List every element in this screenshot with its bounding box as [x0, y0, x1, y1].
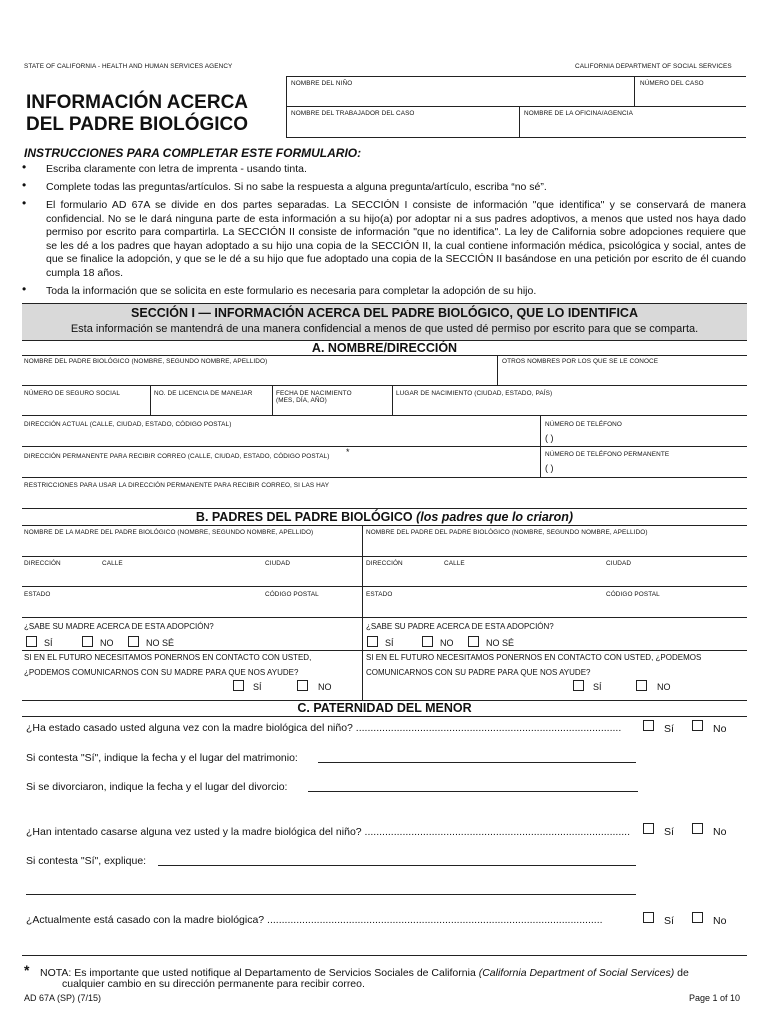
asterisk-marker: *: [346, 447, 350, 457]
mother-knows-no-label: NO: [100, 638, 114, 648]
page-title-line1: INFORMACIÓN ACERCA: [26, 92, 249, 113]
father-knows-dontknow-label: NO SÉ: [486, 638, 515, 648]
mother-knows-dontknow-checkbox[interactable]: [128, 636, 139, 647]
mother-zip-field[interactable]: CÓDIGO POSTAL: [265, 591, 319, 598]
mother-city-field[interactable]: CIUDAD: [265, 560, 291, 567]
phone-field[interactable]: ( ): [545, 433, 554, 443]
mother-address-label: DIRECCIÓN: [24, 560, 61, 567]
father-city-field[interactable]: CIUDAD: [606, 560, 632, 567]
birthplace-field[interactable]: LUGAR DE NACIMIENTO (CIUDAD, ESTADO, PAÍS): [396, 390, 553, 397]
section1-subtitle: Esta información se mantendrá de una manera confidencial a menos de que usted dé permiso por escrito para que se comparta.: [70, 323, 699, 335]
father-state-field[interactable]: ESTADO: [366, 591, 393, 598]
contact-mother-no-label: NO: [318, 682, 332, 692]
q1-divorce-detail-line[interactable]: [308, 791, 638, 792]
page-title-line2: DEL PADRE BIOLÓGICO: [26, 114, 249, 135]
q2-explain-line[interactable]: [158, 865, 636, 866]
q1-no-checkbox[interactable]: [692, 720, 703, 731]
contact-father-yes-label: SÍ: [593, 682, 602, 692]
form-id: AD 67A (SP) (7/15): [24, 993, 102, 1003]
q1-no-label: No: [713, 723, 727, 735]
mother-knows-dontknow-label: NO SÉ: [146, 638, 175, 648]
q2-explain-line-2[interactable]: [26, 894, 636, 895]
contact-father-no-checkbox[interactable]: [636, 680, 647, 691]
q1-divorce-detail-label: Si se divorciaron, indique la fecha y el lugar del divorcio:: [26, 781, 288, 793]
contact-father-line2: COMUNICARNOS CON SU PADRE PARA QUE NOS AYUDE?: [366, 668, 591, 677]
father-zip-field[interactable]: CÓDIGO POSTAL: [606, 591, 660, 598]
q3-yes-label: Sí: [664, 915, 674, 927]
other-names-field[interactable]: OTROS NOMBRES POR LOS QUE SE LE CONOCE: [502, 358, 659, 365]
contact-mother-line1: SI EN EL FUTURO NECESITAMOS PONERNOS EN CONTACTO CON USTED,: [24, 653, 312, 662]
q1-yes-label: Sí: [664, 723, 674, 735]
note-star: *: [24, 962, 30, 978]
father-name-field[interactable]: NOMBRE DEL PADRE BIOLÓGICO (NOMBRE, SEGUNDO NOMBRE, APELLIDO): [24, 358, 268, 365]
instruction-item: El formulario AD 67A se divide en dos partes separadas. La SECCIÓN I consiste de información "que identifica" y se conservará de manera confidencial. No se le dará ninguna parte de esta información a su hijo(a) por adoptar ni a sus padres adoptivos, a menos que usted nos haya dado permiso por escrito para compartirla. La SECCIÓN II consiste de información "que no identifica". La ley de California sobre adopciones requiere que se les dé a los padres que hayan adoptado a su hijo una copia de la SECCIÓN II, la cual contiene información médica, psicológica y social, antes de que se finalice la adopción, y que se le dé a su hijo que fue adoptado una copia de la SECCIÓN II basándose en una petición por escrito de él cuando cumpla 18 años.: [46, 199, 746, 279]
instruction-item: Escriba claramente con letra de imprenta - usando tinta.: [46, 163, 307, 175]
q1-marriage-detail-line[interactable]: [318, 762, 636, 763]
contact-mother-line2: ¿PODEMOS COMUNICARNOS CON SU MADRE PARA QUE NOS AYUDE?: [24, 668, 299, 677]
father-knows-no-checkbox[interactable]: [422, 636, 433, 647]
q2-yes-checkbox[interactable]: [643, 823, 654, 834]
q3-currently-married-question: ¿Actualmente está casado con la madre biológica? ...................................................................................................................: [26, 914, 603, 926]
section1-title: SECCIÓN I — INFORMACIÓN ACERCA DEL PADRE BIOLÓGICO, QUE LO IDENTIFICA: [131, 306, 638, 320]
case-number-field[interactable]: NÚMERO DEL CASO: [640, 80, 704, 87]
q3-no-label: No: [713, 915, 727, 927]
dob-field[interactable]: FECHA DE NACIMIENTO (MES, DÍA, AÑO): [276, 390, 352, 405]
mother-knows-yes-checkbox[interactable]: [26, 636, 37, 647]
mother-knows-no-checkbox[interactable]: [82, 636, 93, 647]
office-field[interactable]: NOMBRE DE LA OFICINA/AGENCIA: [524, 110, 633, 117]
mother-state-field[interactable]: ESTADO: [24, 591, 51, 598]
bullet-icon: •: [22, 178, 27, 192]
q1-marriage-detail-label: Si contesta "Sí", indique la fecha y el lugar del matrimonio:: [26, 752, 298, 764]
father-street-field[interactable]: CALLE: [444, 560, 465, 567]
child-name-field[interactable]: NOMBRE DEL NIÑO: [291, 80, 353, 87]
permanent-address-field[interactable]: DIRECCIÓN PERMANENTE PARA RECIBIR CORREO (CALLE, CIUDAD, ESTADO, CÓDIGO POSTAL): [24, 453, 330, 460]
father-knows-yes-label: SÍ: [385, 638, 394, 648]
mother-knows-question: ¿SABE SU MADRE ACERCA DE ESTA ADOPCIÓN?: [24, 622, 214, 631]
agency-right: CALIFORNIA DEPARTMENT OF SOCIAL SERVICES: [575, 63, 732, 70]
q1-yes-checkbox[interactable]: [643, 720, 654, 731]
note-text: NOTA: Es importante que usted notifique al Departamento de Servicios Sociales de California (California Department of Social Services) de: [40, 967, 689, 979]
contact-father-line1: SI EN EL FUTURO NECESITAMOS PONERNOS EN CONTACTO CON USTED, ¿PODEMOS: [366, 653, 702, 662]
section-b-title: B. PADRES DEL PADRE BIOLÓGICO (los padres que lo criaron): [195, 510, 574, 524]
mother-street-field[interactable]: CALLE: [102, 560, 123, 567]
q3-yes-checkbox[interactable]: [643, 912, 654, 923]
restrictions-field[interactable]: RESTRICCIONES PARA USAR LA DIRECCIÓN PERMANENTE PARA RECIBIR CORREO, SI LAS HAY: [24, 482, 330, 489]
contact-mother-no-checkbox[interactable]: [297, 680, 308, 691]
q2-no-label: No: [713, 826, 727, 838]
contact-father-no-label: NO: [657, 682, 671, 692]
permanent-phone-field[interactable]: ( ): [545, 463, 554, 473]
father-address-label: DIRECCIÓN: [366, 560, 403, 567]
contact-mother-yes-checkbox[interactable]: [233, 680, 244, 691]
father-knows-dontknow-checkbox[interactable]: [468, 636, 479, 647]
page-number: Page 1 of 10: [689, 993, 741, 1003]
father-knows-yes-checkbox[interactable]: [367, 636, 378, 647]
grandfather-name-field[interactable]: NOMBRE DEL PADRE DEL PADRE BIOLÓGICO (NOMBRE, SEGUNDO NOMBRE, APELLIDO): [366, 529, 648, 536]
bullet-icon: •: [22, 282, 27, 296]
section-a-title: A. NOMBRE/DIRECCIÓN: [311, 341, 458, 355]
note-text-line2: cualquier cambio en su dirección permanente para recibir correo.: [62, 978, 365, 990]
section-c-title: C. PATERNIDAD DEL MENOR: [297, 701, 472, 715]
bullet-icon: •: [22, 160, 27, 174]
q2-explain-label: Si contesta "Sí", explique:: [26, 855, 147, 867]
ssn-field[interactable]: NÚMERO DE SEGURO SOCIAL: [24, 390, 121, 397]
father-knows-question: ¿SABE SU PADRE ACERCA DE ESTA ADOPCIÓN?: [366, 622, 554, 631]
license-field[interactable]: NO. DE LICENCIA DE MANEJAR: [154, 390, 253, 397]
q1-married-question: ¿Ha estado casado usted alguna vez con la madre biológica del niño? ...........................................................................................: [26, 722, 622, 734]
instruction-item: Complete todas las preguntas/artículos. Si no sabe la respuesta a alguna pregunta/artículo, escriba “no sé”.: [46, 181, 547, 193]
grandmother-name-field[interactable]: NOMBRE DE LA MADRE DEL PADRE BIOLÓGICO (NOMBRE, SEGUNDO NOMBRE, APELLIDO): [24, 529, 314, 536]
phone-field-label: NÚMERO DE TELÉFONO: [545, 421, 622, 428]
q2-attempted-marriage-question: ¿Han intentado casarse alguna vez usted y la madre biológica del niño? ...........................................................................................: [26, 826, 631, 838]
agency-left: STATE OF CALIFORNIA - HEALTH AND HUMAN SERVICES AGENCY: [24, 63, 233, 70]
father-knows-no-label: NO: [440, 638, 454, 648]
q3-no-checkbox[interactable]: [692, 912, 703, 923]
instruction-item: Toda la información que se solicita en este formulario es necesaria para completar la adopción de su hijo.: [46, 285, 537, 297]
q2-no-checkbox[interactable]: [692, 823, 703, 834]
mother-knows-yes-label: SÍ: [44, 638, 53, 648]
contact-mother-yes-label: SÍ: [253, 682, 262, 692]
contact-father-yes-checkbox[interactable]: [573, 680, 584, 691]
bullet-icon: •: [22, 196, 27, 210]
instructions-heading: INSTRUCCIONES PARA COMPLETAR ESTE FORMULARIO:: [24, 146, 362, 160]
permanent-phone-label: NÚMERO DE TELÉFONO PERMANENTE: [545, 451, 670, 458]
q2-yes-label: Sí: [664, 826, 674, 838]
case-worker-field[interactable]: NOMBRE DEL TRABAJADOR DEL CASO: [291, 110, 415, 117]
current-address-field[interactable]: DIRECCIÓN ACTUAL (CALLE, CIUDAD, ESTADO, CÓDIGO POSTAL): [24, 421, 232, 428]
